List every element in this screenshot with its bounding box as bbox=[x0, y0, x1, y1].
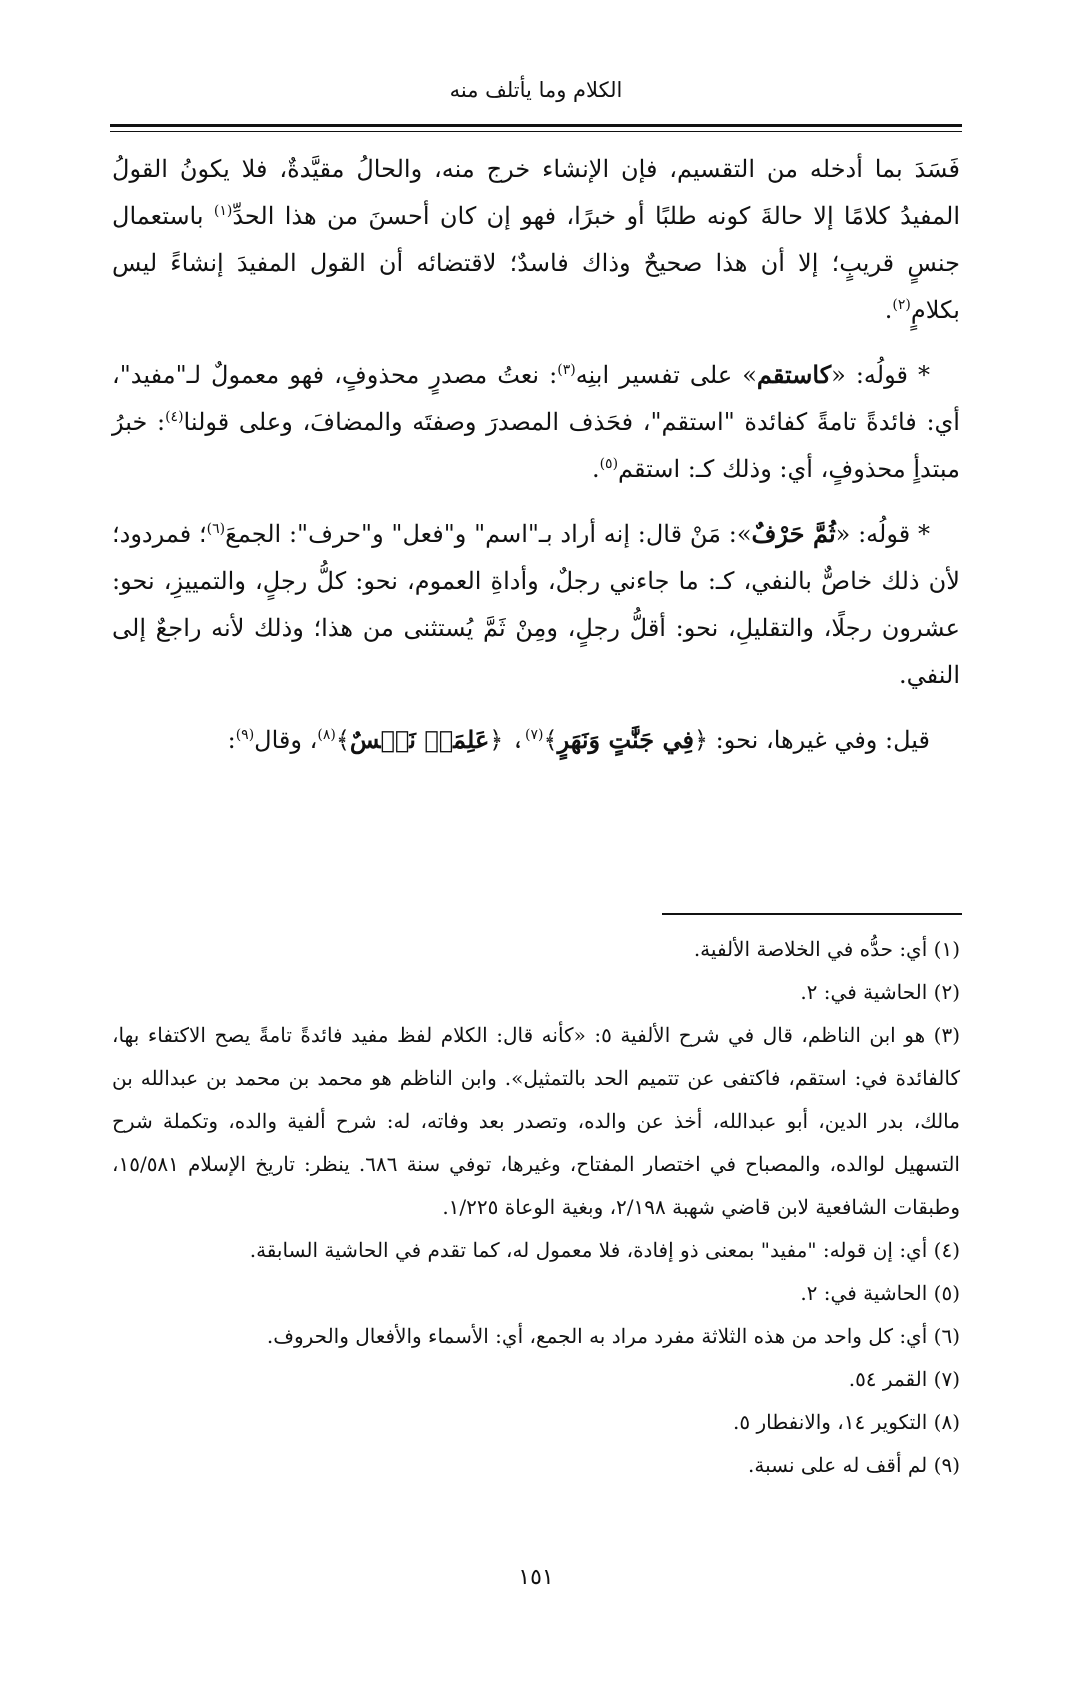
quoted-term: كاستقم bbox=[756, 360, 832, 389]
footnote-ref: (٨) bbox=[317, 727, 336, 743]
footnote-6: (٦) أي: كل واحد من هذه الثلاثة مفرد مراد به الجمع، أي: الأسماء والأفعال والحروف. bbox=[266, 1324, 960, 1348]
quran-quote: عَلِمَتۡ نَفۡسٌ bbox=[349, 725, 490, 754]
quran-quote: فِي جَنَّٰتٍ وَنَهَرٍ bbox=[557, 725, 694, 754]
footnote-ref: (٤) bbox=[165, 409, 184, 425]
paragraph-4: قيل: وفي غيرها، نحو: ﴿فِي جَنَّٰتٍ وَنَهَرٍ﴾$^{(٧)}$، ﴿عَلِمَتۡ نَفۡسٌ﴾$^{(٨)}$، وقال$^{(٩)}$: bbox=[227, 725, 930, 754]
paragraph-2: * قولُه: «كاستقم» على تفسير ابنِه$^{(٣)}$: نعتُ مصدرٍ محذوفٍ، فهو معمولٌ لـ"مفيد"، أي: فائدةً تامةً كفائدة "استقم"، فحَذف المصدرَ وصفتَه والمضافَ، وعلى قولنا$^{(٤)}$: خبرُ مبتدأٍ محذوفٍ، أي: وذلك كـ: استقم$^{(٥)}$. bbox=[112, 360, 960, 483]
running-title: الكلام وما يأتلف منه bbox=[449, 78, 623, 102]
footnote-ref: (١) bbox=[213, 203, 233, 219]
quoted-term: ثُمَّ حَرْفٌ bbox=[751, 519, 836, 548]
footnote-5: (٥) الحاشية في: ٢. bbox=[800, 1281, 960, 1305]
footnote-1: (١) أي: حدُّه في الخلاصة الألفية. bbox=[693, 937, 960, 961]
footnote-ref: (٦) bbox=[206, 521, 226, 537]
header-rule-thick bbox=[110, 124, 962, 127]
footnote-ref: (٥) bbox=[599, 456, 619, 472]
paragraph-3: * قولُه: «ثُمَّ حَرْفٌ»: مَنْ قال: إنه أراد بـ"اسم" و"فعل" و"حرف": الجمعَ$^{(٦)}$؛ فمردود؛ لأن ذلك خاصٌّ بالنفي، كـ: ما جاءني رجلٌ، وأداةِ العموم، نحو: كلُّ رجلٍ، والتمييزِ، نحو: عشرون رجلًا، والتقليلِ، نحو: أقلُّ رجلٍ، ومِنْ ثَمَّ يُستثنى من هذا؛ وذلك لأنه راجعٌ إلى النفي. bbox=[112, 519, 960, 689]
footnote-3: (٣) هو ابن الناظم، قال في شرح الألفية ٥: «كأنه قال: الكلام لفظ مفيد فائدةً تامةً يصح الاكتفاء بها، كالفائدة في: استقم، فاكتفى عن تتميم الحد بالتمثيل». وابن الناظم هو محمد بن محمد بن عبدالله بن مالك، بدر الدين، أبو عبدالله، أخذ عن والده، وتصدر بعد وفاته، له: شرح ألفية والده، وتكملة شرح التسهيل لوالده، والمصباح في اختصار المفتاح، وغيرها، توفي سنة ٦٨٦. ينظر: تاريخ الإسلام ١٥/٥٨١، وطبقات الشافعية لابن قاضي شهبة ٢/١٩٨، وبغية الوعاة ١/٢٢٥. bbox=[112, 1023, 960, 1219]
footnote-7: (٧) القمر ٥٤. bbox=[848, 1367, 960, 1391]
footnote-ref: (٧) bbox=[525, 727, 544, 743]
footnotes bbox=[112, 928, 960, 1487]
footnote-ref: (٩) bbox=[235, 727, 255, 743]
footnote-2: (٢) الحاشية في: ٢. bbox=[800, 980, 960, 1004]
footnote-9: (٩) لم أقف له على نسبة. bbox=[748, 1453, 960, 1477]
footnote-8: (٨) التكوير ١٤، والانفطار ٥. bbox=[733, 1410, 960, 1434]
footnote-ref: (٣) bbox=[557, 362, 576, 378]
footnote-ref: (٢) bbox=[892, 297, 911, 313]
page-number: ١٥١ bbox=[518, 1565, 554, 1590]
header-rule-thin bbox=[110, 131, 962, 132]
footnote-4: (٤) أي: إن قوله: "مفيد" بمعنى ذو إفادة، فلا معمول له، كما تقدم في الحاشية السابقة. bbox=[249, 1238, 960, 1262]
footnote-separator bbox=[662, 913, 962, 915]
main-text bbox=[112, 146, 960, 781]
paragraph-1: فَسَدَ بما أدخله من التقسيم، فإن الإنشاء خرج منه، والحالُ مقيَّدةٌ، فلا يكونُ القولُ المفيدُ كلامًا إلا حالةَ كونه طلبًا أو خبرًا، فهو إن كان أحسنَ من هذا الحدِّ$^{(١)}$ باستعمال جنسٍ قريبٍ؛ إلا أن هذا صحيحٌ وذاك فاسدٌ؛ لاقتضائه أن القول المفيدَ إنشاءً ليس بكلامٍ$^{(٢)}$. bbox=[112, 155, 961, 324]
